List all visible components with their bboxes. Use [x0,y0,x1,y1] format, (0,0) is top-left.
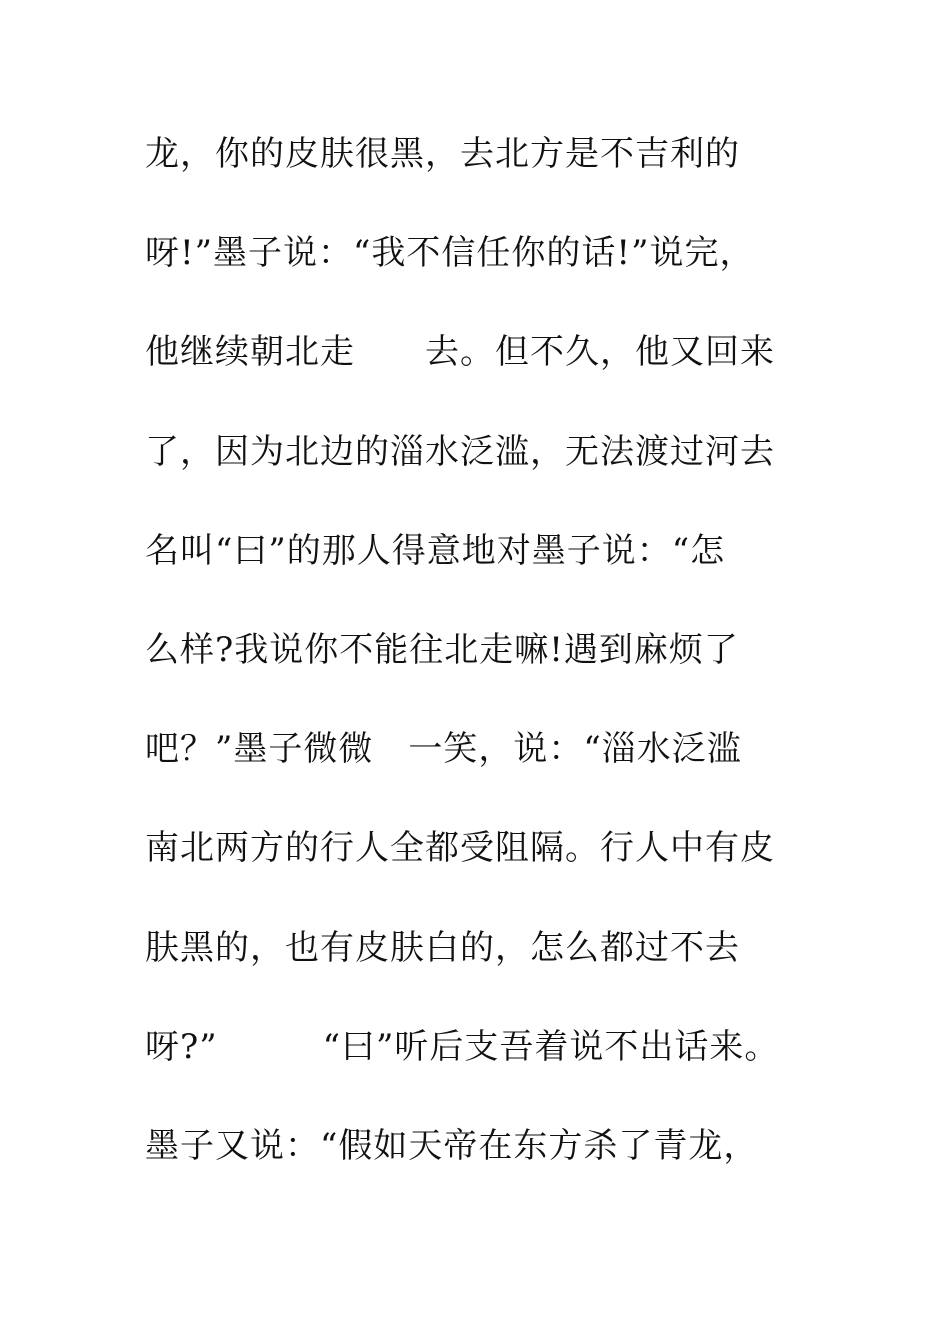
text-line: 名叫“曰”的那人得意地对墨子说：“怎 [145,530,726,571]
body-text [145,124,835,1215]
text-line: 么样?我说你不能往北走嘛!遇到麻烦了 [145,629,739,670]
text-line: 龙，你的皮肤很黑，去北方是不吉利的 [145,134,740,174]
text-line: 吧？”墨子微微 一笑，说：“淄水泛滥 [145,729,742,770]
text-line: 他继续朝北走 去。但不久，他又回来 [145,332,775,373]
text-line: 南北两方的行人全都受阻隔。行人中有皮 [145,828,775,869]
text-line: 呀?” “曰”听后支吾着说不出话来。 [145,1026,780,1067]
text-line: 了，因为北边的淄水泛滥，无法渡过河去 [145,431,775,472]
text-line: 肤黑的，也有皮肤白的，怎么都过不去 [145,927,740,968]
text-line: 墨子又说：“假如天帝在东方杀了青龙， [145,1125,759,1166]
text-line: 呀!”墨子说：“我不信任你的话!”说完， [145,233,755,274]
